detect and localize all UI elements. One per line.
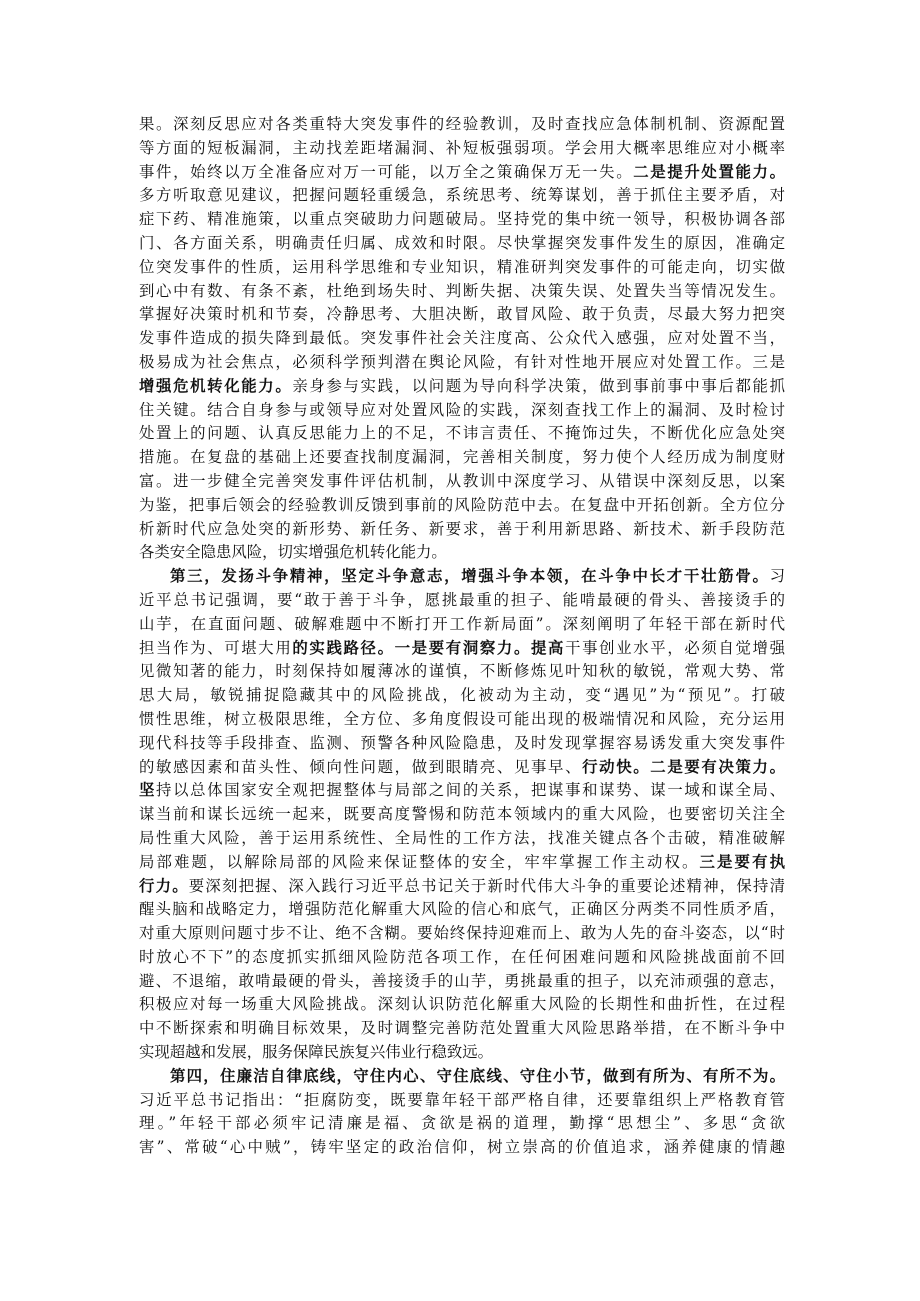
text-line xyxy=(139,113,785,137)
bold-text-run: 增强危机转化能力。 xyxy=(139,376,293,395)
bold-text-run: 第四，住廉洁自律底线，守住内心、守住底线、守住小节，做到有所为、有所不为。 xyxy=(170,1066,785,1085)
text-run: 亲身参与实践，以问题为导向科学决策，做到事前事中事后都能抓 xyxy=(292,376,785,395)
text-line xyxy=(139,184,785,208)
text-run: 措施。在复盘的基础上还要查找制度漏洞，完善相关制度，努力使个人经历成为制度财 xyxy=(139,448,785,467)
text-line xyxy=(139,589,785,613)
text-line xyxy=(139,256,785,280)
text-line xyxy=(139,779,785,803)
text-line xyxy=(139,518,785,542)
text-run: 积极应对每一场重大风险挑战。深刻认识防范化解重大风险的长期性和曲折性，在过程 xyxy=(139,995,785,1014)
text-line xyxy=(139,375,785,399)
text-run: 惯性思维，树立极限思维，全方位、多角度假设可能出现的极端情况和风险，充分运用 xyxy=(139,709,785,728)
text-line xyxy=(139,898,785,922)
bold-text-run: 三是要有执 xyxy=(699,852,785,871)
text-line xyxy=(139,613,785,637)
text-line xyxy=(139,803,785,827)
text-run: 害”、常破“心中贼”，铸牢坚定的政治信仰，树立崇高的价值追求，涵养健康的情趣 xyxy=(139,1138,785,1157)
text-run: 为鉴，把事后领会的经验教训反馈到事前的风险防范中去。在复盘中开拓创新。全方位分 xyxy=(139,495,785,514)
text-run: 极易成为社会焦点，必须科学预判潜在舆论风险，有针对性地开展应对处置工作。三是 xyxy=(139,352,785,371)
text-run: 多方听取意见建议，把握问题轻重缓急，系统思考、统筹谋划，善于抓住主要矛盾，对 xyxy=(139,186,785,205)
text-line xyxy=(139,446,785,470)
text-line xyxy=(139,1136,785,1160)
text-run: 时放心不下”的态度抓实抓细风险防范各项工作，在任何困难问题和风险挑战面前不回 xyxy=(139,947,785,966)
bold-text-run: 二是提升处置能力。 xyxy=(633,162,785,181)
bold-text-run: 的实践路径。一是要有洞察力。提高 xyxy=(292,638,566,657)
text-line xyxy=(139,565,785,589)
text-line xyxy=(139,708,785,732)
text-run: 症下药、精准施策，以重点突破助力问题破局。坚持党的集中统一领导，积极协调各部 xyxy=(139,210,785,229)
bold-text-run: 坚 xyxy=(139,781,157,800)
text-run: 位突发事件的性质，运用科学思维和专业知识，精准研判突发事件的可能走向，切实做 xyxy=(139,257,785,276)
text-run: 要深刻把握、深入践行习近平总书记关于新时代伟大斗争的重要论述精神，保持清 xyxy=(188,876,785,895)
text-line xyxy=(139,232,785,256)
text-line xyxy=(139,541,785,565)
text-run: 习 xyxy=(769,567,785,586)
text-run: 等方面的短板漏洞，主动找差距堵漏洞、补短板强弱项。学会用大概率思维应对小概率 xyxy=(139,138,785,157)
text-run: 果。深刻反思应对各类重特大突发事件的经验教训，及时查找应急体制机制、资源配置 xyxy=(139,115,785,133)
text-line xyxy=(139,1089,785,1113)
text-line xyxy=(139,470,785,494)
text-line xyxy=(139,851,785,875)
text-line xyxy=(139,280,785,304)
text-line xyxy=(139,732,785,756)
text-run: 现代科技等手段排查、监测、预警各种风险隐患，及时发现掌握容易诱发重大突发事件 xyxy=(139,733,785,752)
text-run: 近平总书记强调，要“敢于善于斗争，愿挑最重的担子、能啃最硬的骨头、善接烫手的 xyxy=(139,590,785,609)
text-run: 中不断探索和明确目标效果，及时调整完善防范处置重大风险思路举措，在不断斗争中 xyxy=(139,1019,785,1038)
text-line xyxy=(139,1112,785,1136)
bold-text-run: 第三，发扬斗争精神，坚定斗争意志，增强斗争本领，在斗争中长才干壮筋骨。 xyxy=(170,567,770,586)
text-line xyxy=(139,970,785,994)
text-run: 谋当前和谋长远统一起来，既要高度警惕和防范本领域内的重大风险，也要密切关注全 xyxy=(139,805,785,824)
text-run: 醒头脑和战略定力，增强防范化解重大风险的信心和底气，正确区分两类不同性质矛盾， xyxy=(139,900,785,919)
text-run: 到心中有数、有条不紊，杜绝到场失时、判断失据、决策失误、处置失当等情况发生。 xyxy=(139,281,785,300)
text-line xyxy=(139,399,785,423)
text-run: 担当作为、可堪大用 xyxy=(139,638,293,657)
text-line xyxy=(139,1017,785,1041)
text-run: 局性重大风险，善于运用系统性、全局性的工作方法，找准关键点各个击破，精准破解 xyxy=(139,828,785,847)
text-run: 住关键。结合自身参与或领导应对处置风险的实践，深刻查找工作上的漏洞、及时检讨 xyxy=(139,400,785,419)
text-line xyxy=(139,137,785,161)
text-line xyxy=(139,208,785,232)
text-run: 干事创业水平，必须自觉增强 xyxy=(565,638,785,657)
text-run: 事件，始终以万全准备应对万一可能，以万全之策确保万无一失。 xyxy=(139,162,634,181)
text-line xyxy=(139,303,785,327)
text-run: 局部难题，以解除局部的风险来保证整体的安全，牢牢掌握工作主动权。 xyxy=(139,852,700,871)
bold-text-run: 行力。 xyxy=(139,876,189,895)
text-line xyxy=(139,327,785,351)
text-run: 习近平总书记指出：“拒腐防变，既要靠年轻干部严格自律，还要靠组织上严格教育管 xyxy=(139,1090,785,1109)
bold-text-run: 行动快。二是要有决策力。 xyxy=(582,757,785,776)
text-line xyxy=(139,922,785,946)
text-line xyxy=(139,637,785,661)
text-run: 思大局，敏锐捕捉隐藏其中的风险挑战，化被动为主动，变“遇见”为“预见”。打破 xyxy=(139,686,785,705)
text-run: 发事件造成的损失降到最低。突发事件社会关注度高、公众代入感强，应对处置不当， xyxy=(139,329,785,348)
text-run: 处置上的问题、认真反思能力上的不足，不讳言责任、不掩饰过失，不断优化应急处突 xyxy=(139,424,785,443)
text-line xyxy=(139,875,785,899)
text-line xyxy=(139,946,785,970)
text-line xyxy=(139,422,785,446)
text-line xyxy=(139,827,785,851)
text-run: 析新时代应急处突的新形势、新任务、新要求，善于利用新思路、新技术、新手段防范 xyxy=(139,519,785,538)
text-run: 对重大原则问题寸步不让、绝不含糊。要始终保持迎难而上、敢为人先的奋斗姿态，以“时 xyxy=(139,924,785,943)
text-line xyxy=(139,1041,785,1065)
text-line xyxy=(139,161,785,185)
text-line xyxy=(139,756,785,780)
document-body xyxy=(139,113,785,1160)
text-run: 实现超越和发展，服务保障民族复兴伟业行稳致远。 xyxy=(139,1043,493,1062)
text-run: 持以总体国家安全观把握整体与局部之间的关系，把谋事和谋势、谋一域和谋全局、 xyxy=(156,781,785,800)
text-run: 各类安全隐患风险，切实增强危机转化能力。 xyxy=(139,543,447,562)
text-run: 理。”年轻干部必须牢记清廉是福、贪欲是祸的道理，勤撑“思想尘”、多思“贪欲 xyxy=(139,1114,785,1133)
text-run: 山芋，在直面问题、破解难题中不断打开工作新局面”。深刻阐明了年轻干部在新时代 xyxy=(139,614,785,633)
text-line xyxy=(139,660,785,684)
text-run: 门、各方面关系，明确责任归属、成效和时限。尽快掌握突发事件发生的原因，准确定 xyxy=(139,233,785,252)
text-run: 见微知著的能力，时刻保持如履薄冰的谨慎，不断修炼见叶知秋的敏锐，常观大势、常 xyxy=(139,662,785,681)
text-line xyxy=(139,351,785,375)
text-line xyxy=(139,993,785,1017)
text-line xyxy=(139,1065,785,1089)
text-run: 富。进一步健全完善突发事件评估机制，从教训中深度学习、从错误中深刻反思，以案 xyxy=(139,471,785,490)
text-line xyxy=(139,684,785,708)
text-line xyxy=(139,494,785,518)
text-run: 的敏感因素和苗头性、倾向性问题，做到眼睛亮、见事早、 xyxy=(139,757,583,776)
text-run: 掌握好决策时机和节奏，冷静思考、大胆决断，敢冒风险、敢于负责，尽最大努力把突 xyxy=(139,305,785,324)
text-run: 避、不退缩，敢啃最硬的骨头，善接烫手的山芋，勇挑最重的担子，以充沛顽强的意志， xyxy=(139,971,785,990)
